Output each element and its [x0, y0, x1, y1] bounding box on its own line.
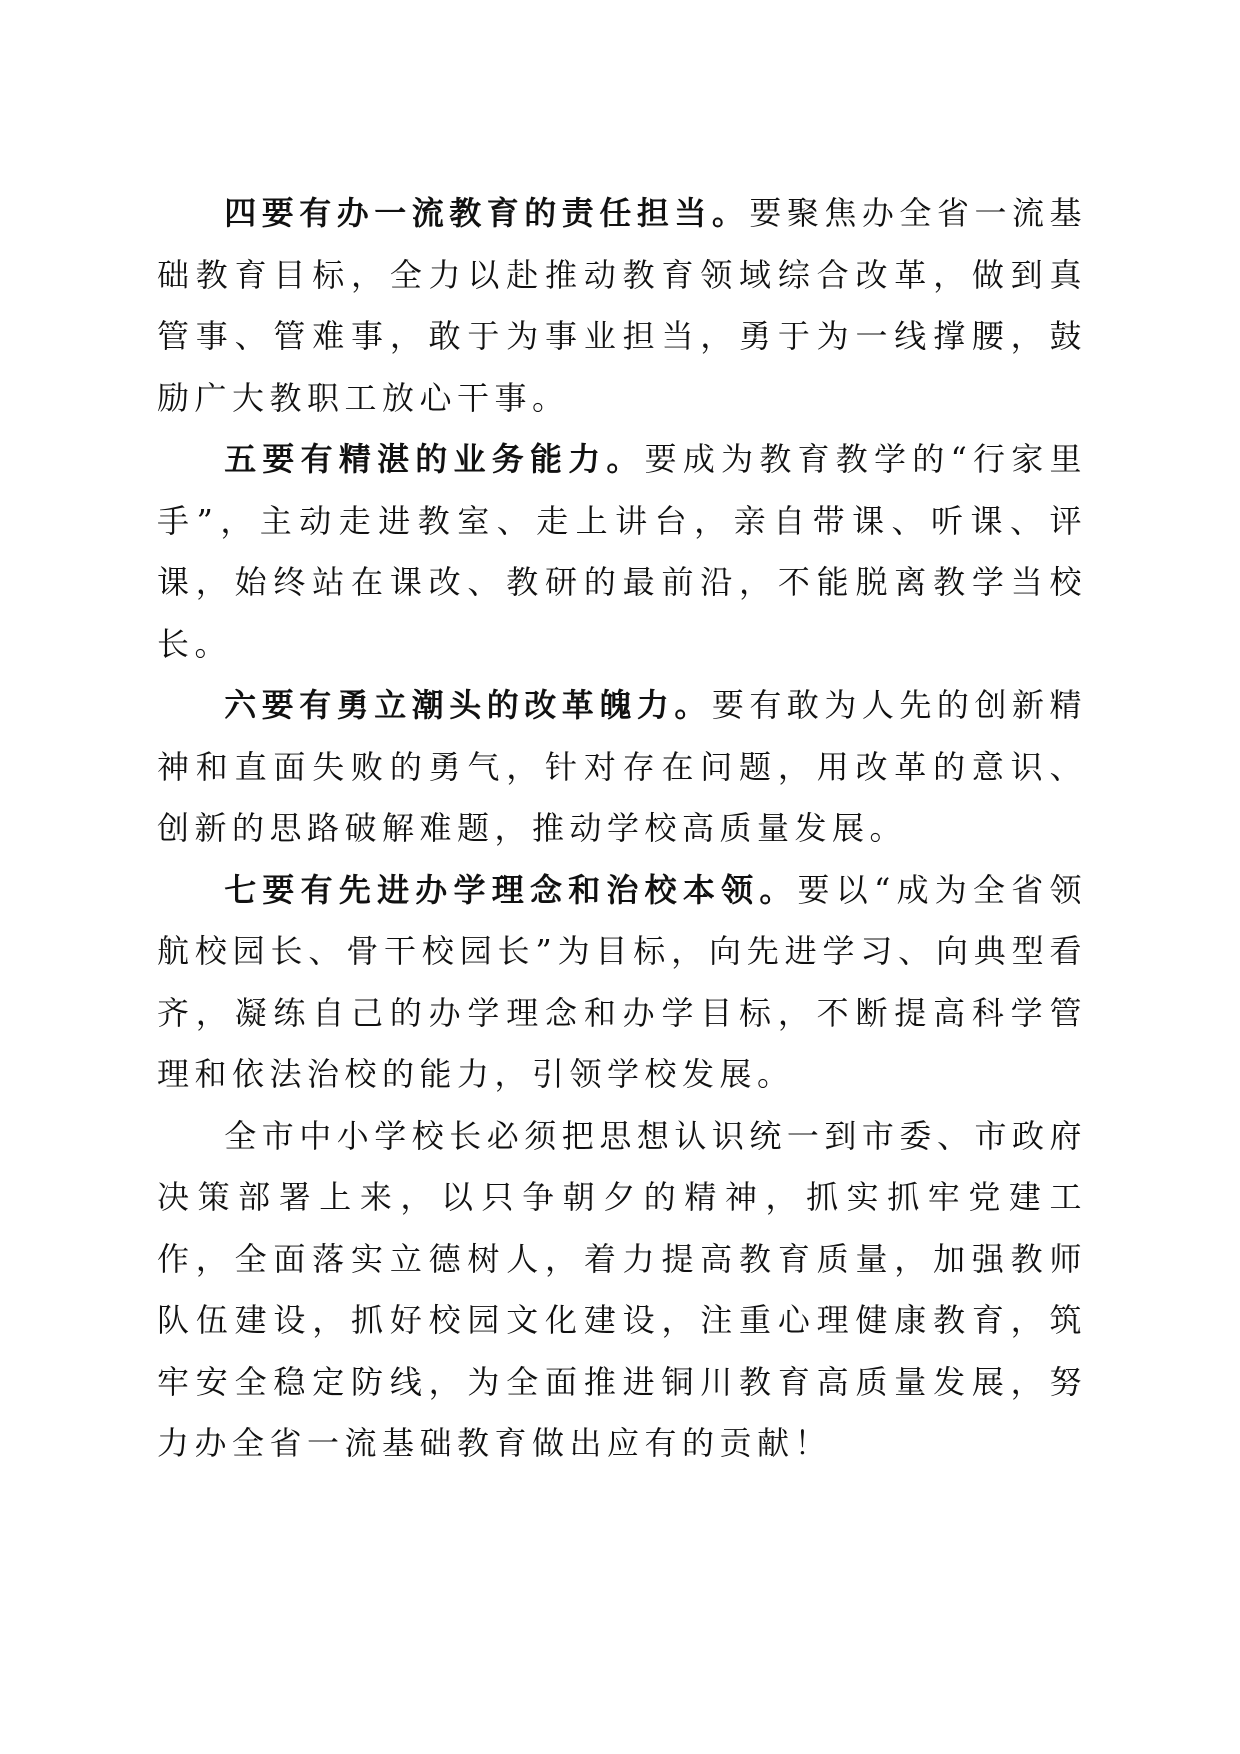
paragraph-text: 要有敢为人先的创新精神和直面失败的勇气，针对存在问题，用改革的意识、创新的思路破解难题，推动学校高质量发展。: [157, 686, 1087, 847]
paragraph-heading: 七要有先进办学理念和治校本领。: [224, 870, 798, 909]
paragraph-conclusion: [157, 1106, 1087, 1475]
paragraph-text: 要以“成为全省领航校园长、骨干校园长”为目标，向先进学习、向典型看齐，凝练自己的办学理念和办学目标，不断提高科学管理和依法治校的能力，引领学校发展。: [157, 870, 1087, 1093]
paragraph-6: [157, 675, 1087, 860]
paragraph-heading: 六要有勇立潮头的改革魄力。: [224, 686, 712, 724]
paragraph-heading: 四要有办一流教育的责任担当。: [224, 194, 750, 232]
paragraph-text: 全市中小学校长必须把思想认识统一到市委、市政府决策部署上来，以只争朝夕的精神，抓实抓牢党建工作，全面落实立德树人，着力提高教育质量，加强教师队伍建设，抓好校园文化建设，注重心理健康教育，筑牢安全稳定防线，为全面推进铜川教育高质量发展，努力办全省一流基础教育做出应有的贡献！: [157, 1116, 1087, 1462]
document-body: [157, 183, 1087, 1475]
paragraph-text: 要成为教育教学的“行家里手”，主动走进教室、走上讲台，亲自带课、听课、评课，始终站在课改、教研的最前沿，不能脱离教学当校长。: [157, 440, 1087, 663]
paragraph-5: [157, 429, 1087, 675]
paragraph-text: 要聚焦办全省一流基础教育目标，全力以赴推动教育领域综合改革，做到真管事、管难事，敢于为事业担当，勇于为一线撑腰，鼓励广大教职工放心干事。: [157, 194, 1087, 417]
paragraph-7: [157, 860, 1087, 1106]
paragraph-heading: 五要有精湛的业务能力。: [224, 440, 645, 478]
paragraph-4: [157, 183, 1087, 429]
